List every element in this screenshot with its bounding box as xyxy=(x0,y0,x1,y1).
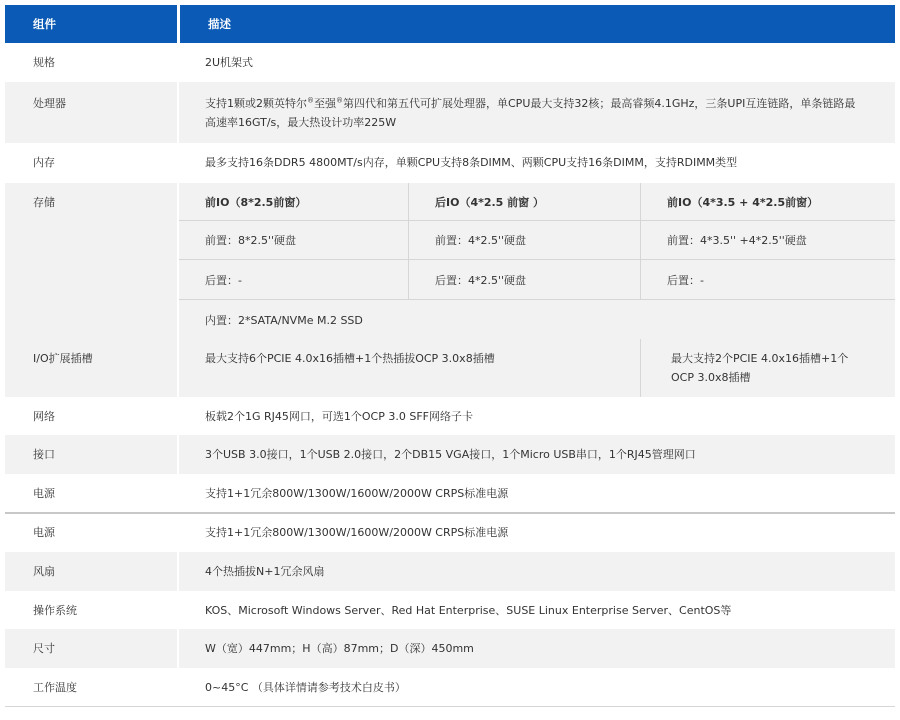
row-value-io-2: 最大支持2个PCIE 4.0x16插槽+1个 OCP 3.0x8插槽 xyxy=(671,352,849,384)
row-label-network: 网络 xyxy=(33,410,55,423)
row-value-power: 支持1+1冗余800W/1300W/1600W/2000W CRPS标准电源 xyxy=(205,487,509,500)
row-label-cpu: 处理器 xyxy=(33,97,66,110)
table-row xyxy=(5,435,895,475)
table-header xyxy=(5,5,895,43)
row-value-power: 支持1+1冗余800W/1300W/1600W/2000W CRPS标准电源 xyxy=(205,526,509,539)
row-label-fan: 风扇 xyxy=(33,565,55,578)
table-row xyxy=(5,143,895,184)
row-value-fan: 4个热插拔N+1冗余风扇 xyxy=(205,565,325,578)
row-label-memory: 内存 xyxy=(33,156,55,169)
row-value-io-1: 最大支持6个PCIE 4.0x16插槽+1个热插拔OCP 3.0x8插槽 xyxy=(205,352,495,365)
row-value-network: 板载2个1G RJ45网口，可选1个OCP 3.0 SFF网络子卡 xyxy=(205,410,473,423)
storage-front-cell: 前置：4*2.5''硬盘 xyxy=(409,221,641,260)
table-row xyxy=(5,629,895,669)
storage-rear-cell: 后置：- xyxy=(641,260,895,300)
storage-header-cell: 后IO（4*2.5 前窗 ） xyxy=(409,183,641,221)
storage-rear-cell: 后置：- xyxy=(179,260,409,300)
row-value-memory: 最多支持16条DDR5 4800MT/s内存，单颗CPU支持8条DIMM、两颗CPU支持16条DIMM，支持RDIMM类型 xyxy=(205,156,738,169)
table-row xyxy=(5,397,895,436)
table-row xyxy=(5,43,895,83)
row-label-power: 电源 xyxy=(33,487,55,500)
storage-front-cell: 前置：4*3.5'' +4*2.5''硬盘 xyxy=(641,221,895,260)
storage-header-cell: 前IO（4*3.5 + 4*2.5前窗） xyxy=(641,183,895,221)
row-label-size: 尺寸 xyxy=(33,642,55,655)
row-value-spec: 2U机架式 xyxy=(205,56,254,69)
table-row xyxy=(5,514,895,553)
storage-header-cell: 前IO（8*2.5前窗） xyxy=(179,183,409,221)
table-row xyxy=(5,591,895,630)
storage-rear-cell: 后置：4*2.5''硬盘 xyxy=(409,260,641,300)
row-label-temp: 工作温度 xyxy=(33,681,77,694)
row-value-ports: 3个USB 3.0接口，1个USB 2.0接口，2个DB15 VGA接口，1个Micro USB串口，1个RJ45管理网口 xyxy=(205,448,696,461)
table-row xyxy=(5,474,895,514)
table-row xyxy=(5,339,895,398)
row-label-os: 操作系统 xyxy=(33,604,77,617)
table-row xyxy=(5,552,895,592)
row-label-io: I/O扩展插槽 xyxy=(33,352,93,365)
table-row-storage xyxy=(5,183,895,340)
row-label-ports: 接口 xyxy=(33,448,55,461)
row-label-spec: 规格 xyxy=(33,56,55,69)
row-value-temp: 0~45°C （具体详情请参考技术白皮书） xyxy=(205,681,406,694)
header-component: 组件 xyxy=(5,5,177,43)
row-value-os: KOS、Microsoft Windows Server、Red Hat Enterprise、SUSE Linux Enterprise Server、CentOS等 xyxy=(205,604,732,617)
storage-front-cell: 前置：8*2.5''硬盘 xyxy=(179,221,409,260)
table-row xyxy=(5,668,895,707)
storage-internal-cell: 内置：2*SATA/NVMe M.2 SSD xyxy=(205,314,363,327)
row-value-size: W（宽）447mm；H（高）87mm；D（深）450mm xyxy=(205,642,474,655)
header-description: 描述 xyxy=(180,5,895,43)
row-value-cpu: 支持1颗或2颗英特尔®至强®第四代和第五代可扩展处理器，单CPU最大支持32核；最高睿频4.1GHz，三条UPI互连链路，单条链路最 高速率16GT/s，最大热设计功率225W xyxy=(205,96,856,129)
table-row xyxy=(5,82,895,144)
row-label-power: 电源 xyxy=(33,526,55,539)
row-label-storage: 存储 xyxy=(33,196,55,209)
